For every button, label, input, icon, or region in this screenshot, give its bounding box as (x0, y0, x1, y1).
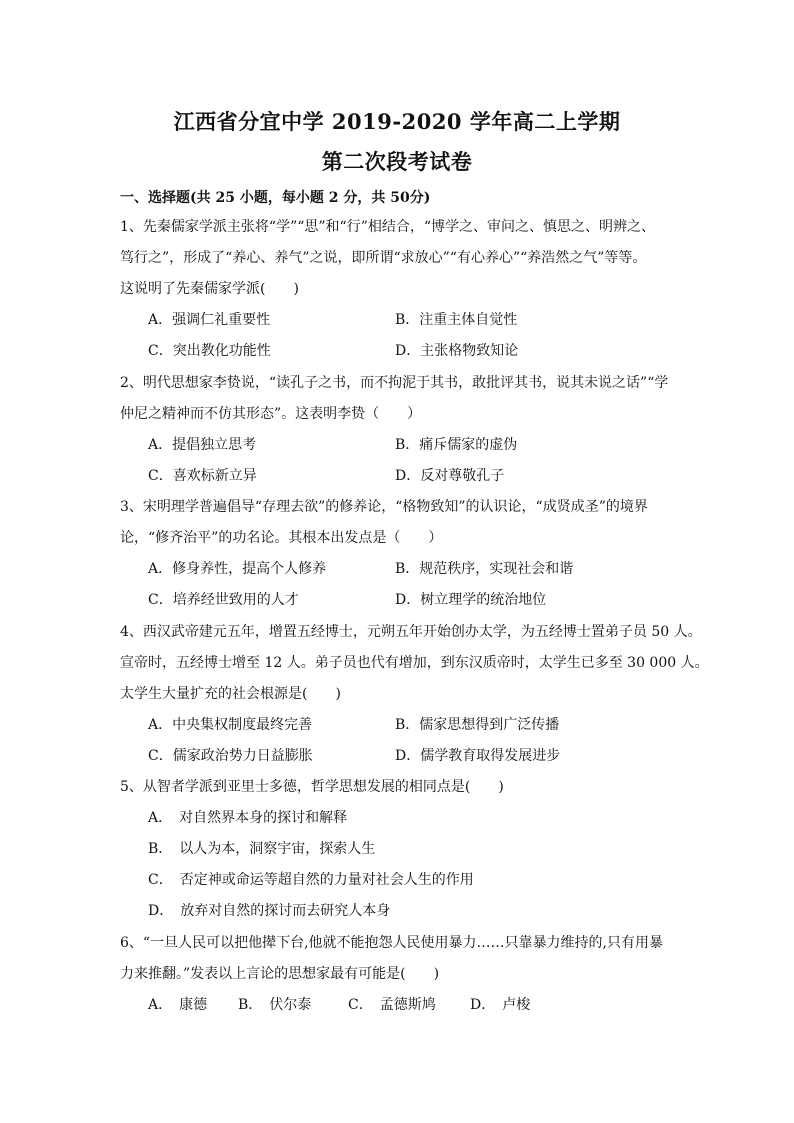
option-b: B． 以人为本，洞察宇宙，探索人生 (148, 841, 376, 857)
question-text-line: 这说明了先秦儒家学派( ) (120, 281, 299, 297)
question-text-line: 仲尼之精神而不仿其形态”。这表明李贽（ ） (120, 406, 422, 422)
option-b: B．注重主体自觉性 (395, 312, 518, 328)
option-a: A．提倡独立思考 (148, 437, 257, 453)
option-d: D．反对尊敬孔子 (395, 468, 505, 484)
option-c: C．突出教化功能性 (148, 343, 271, 359)
question-text-line: 2、明代思想家李贽说，“读孔子之书，而不拘泥于其书，敢批评其书，说其未说之话”“学 (120, 375, 669, 391)
option-a: A． 对自然界本身的探讨和解释 (148, 810, 348, 826)
option-d: D．儒学教育取得发展进步 (395, 748, 561, 764)
option-c: C． 否定神或命运等超自然的力量对社会人生的作用 (148, 872, 474, 888)
option-b: B．儒家思想得到广泛传播 (395, 717, 560, 733)
question-text-line: 3、宋明理学普遍倡导“存理去欲”的修养论，“格物致知”的认识论，“成贤成圣”的境界 (120, 499, 648, 515)
option-d: D．树立理学的统治地位 (395, 592, 547, 608)
question-text-line: 4、西汉武帝建元五年，增置五经博士，元朔五年开始创办太学，为五经博士置弟子员 50 人。 (120, 624, 702, 640)
exam-title: 江西省分宜中学 2019-2020 学年高二上学期 (173, 109, 621, 134)
question-text-line: 力来推翻。”发表以上言论的思想家最有可能是( ) (120, 966, 440, 982)
option-d: D． 卢梭 (470, 997, 531, 1013)
section-heading: 一、选择题(共 25 小题，每小题 2 分，共 50分) (120, 190, 431, 206)
exam-subtitle: 第二次段考试卷 (321, 149, 473, 174)
option-a: A．修身养性，提高个人修养 (148, 561, 327, 577)
option-a: A． 康德 (148, 997, 208, 1013)
option-c: C． 孟德斯鸠 (348, 997, 436, 1013)
question-text-line: 太学生大量扩充的社会根源是( ) (120, 686, 341, 702)
question-text-line: 1、先秦儒家学派主张将“学”“思”和“行”相结合，“博学之、审问之、慎思之、明辨之、 (120, 219, 656, 235)
question-5 (120, 772, 680, 927)
question-2 (120, 368, 680, 492)
question-text-line: 6、“一旦人民可以把他撵下台,他就不能抱怨人民使用暴力……只靠暴力维持的,只有用暴 (120, 935, 663, 951)
option-c: C．喜欢标新立异 (148, 468, 257, 484)
question-text-line: 笃行之”，形成了“养心、养气”之说，即所谓“求放心”“有心养心”“养浩然之气”等等。 (120, 250, 647, 266)
question-text-line: 宣帝时，五经博士增至 12 人。弟子员也代有增加，到东汉质帝时，太学生已多至 30 000 人。 (120, 655, 709, 671)
option-b: B．规范秩序，实现社会和谐 (395, 561, 574, 577)
option-d: D．主张格物致知论 (395, 343, 519, 359)
question-3 (120, 492, 680, 616)
option-a: A．中央集权制度最终完善 (148, 717, 313, 733)
option-a: A．强调仁礼重要性 (148, 312, 271, 328)
question-text-line: 5、从智者学派到亚里士多德，哲学思想发展的相同点是( ) (120, 779, 504, 795)
option-c: C．培养经世致用的人才 (148, 592, 299, 608)
question-4 (120, 617, 709, 772)
option-d: D． 放弃对自然的探讨而去研究人本身 (148, 903, 391, 919)
question-text-line: 论，“修齐治平”的功名论。其根本出发点是（ ） (120, 530, 443, 546)
option-b: B．痛斥儒家的虚伪 (395, 437, 518, 453)
option-c: C．儒家政治势力日益膨胀 (148, 748, 313, 764)
option-b: B． 伏尔泰 (238, 997, 312, 1013)
question-1 (120, 212, 680, 367)
question-6 (120, 928, 680, 1021)
